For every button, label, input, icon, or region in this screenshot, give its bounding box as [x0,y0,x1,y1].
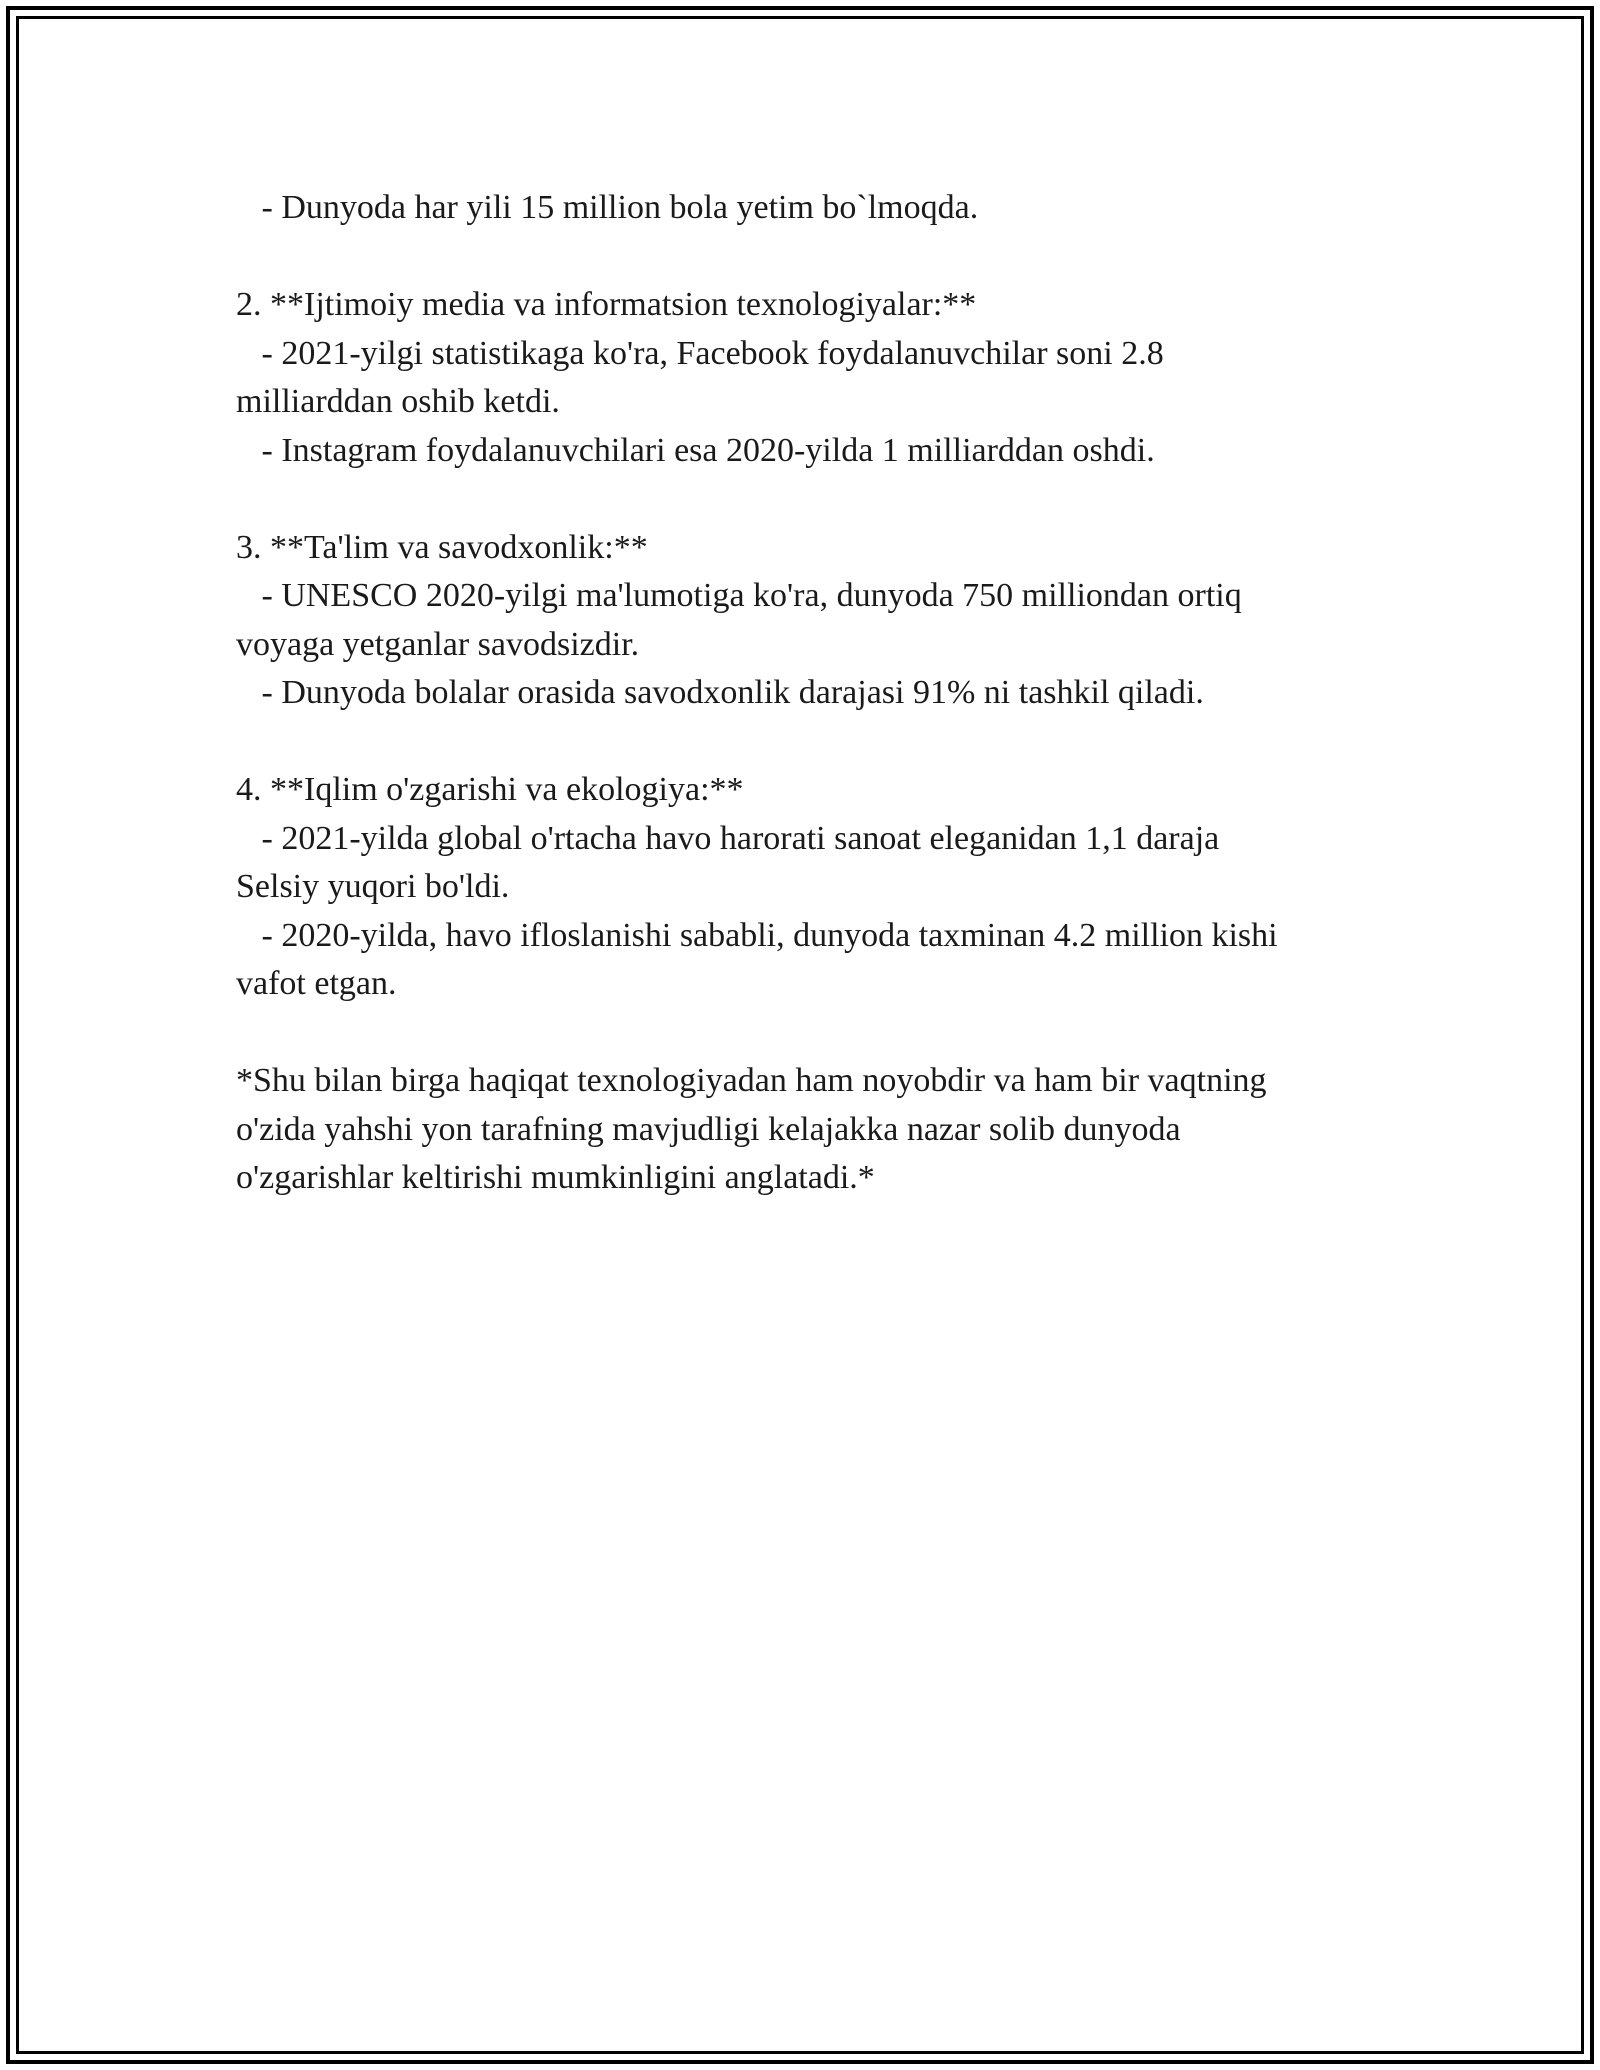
bullet-facebook: - 2021-yilgi statistikaga ko'ra, Facebook foydalanuvchilar soni 2.8 [236,334,1164,372]
closing-paragraph-line-1: *Shu bilan birga haqiqat texnologiyadan ham noyobdir va ham bir vaqtning [236,1062,1267,1099]
bullet-literacy: - Dunyoda bolalar orasida savodxonlik darajasi 91% ni tashkil qiladi. [236,674,1204,711]
bullet-pollution: - 2020-yilda, havo ifloslanishi sababli, dunyoda taxminan 4.2 million kishi [236,916,1278,954]
bullet-pollution-cont: vafot etgan. [236,965,397,1002]
section-heading-social-media: 2. **Ijtimoiy media va informatsion texnologiyalar:** [236,286,977,323]
document-body [236,184,1386,1203]
blank-line [236,718,1386,767]
section-heading-climate: 4. **Iqlim o'zgarishi va ekologiya:** [236,771,744,808]
bullet-orphans: - Dunyoda har yili 15 million bola yetim bo`lmoqda. [236,189,979,226]
closing-paragraph-line-2: o'zida yahshi yon tarafning mavjudligi kelajakka nazar solib dunyoda [236,1110,1181,1148]
bullet-instagram: - Instagram foydalanuvchilari esa 2020-yilda 1 milliarddan oshdi. [236,431,1155,469]
bullet-unesco-cont: voyaga yetganlar savodsizdir. [236,625,640,663]
blank-line [236,1009,1386,1058]
blank-line [236,475,1386,524]
bullet-facebook-cont: milliarddan oshib ketdi. [236,383,560,420]
bullet-unesco: - UNESCO 2020-yilgi ma'lumotiga ko'ra, dunyoda 750 milliondan ortiq [236,577,1242,614]
bullet-temperature: - 2021-yilda global o'rtacha havo harorati sanoat eleganidan 1,1 daraja [236,819,1220,857]
blank-line [236,233,1386,282]
bullet-temperature-cont: Selsiy yuqori bo'ldi. [236,868,510,905]
section-heading-education: 3. **Ta'lim va savodxonlik:** [236,528,648,566]
closing-paragraph-line-3: o'zgarishlar keltirishi mumkinligini anglatadi.* [236,1159,875,1196]
